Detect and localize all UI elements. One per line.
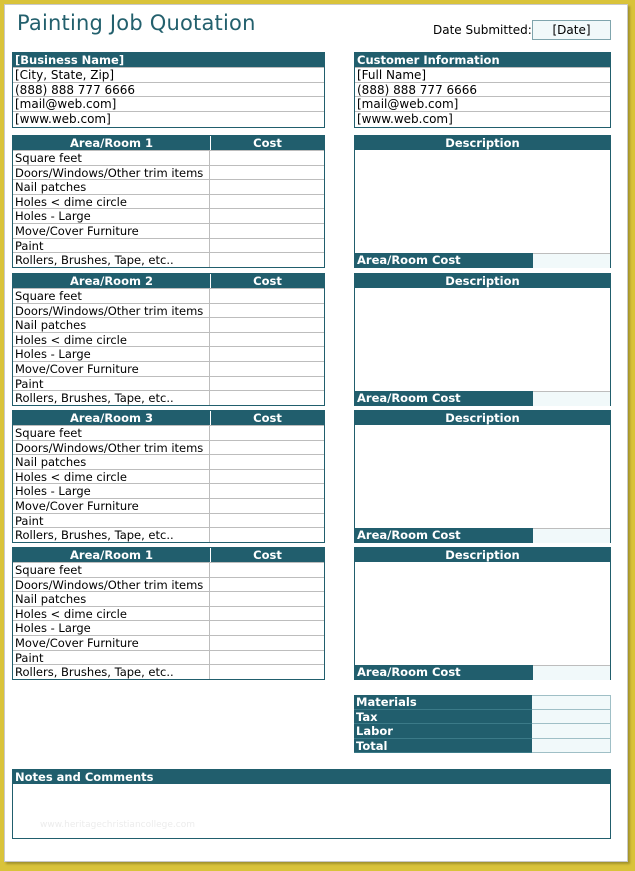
labor-label: Labor [354, 724, 532, 739]
table-row: Holes < dime circle [13, 332, 324, 347]
room-cost-label: Area/Room Cost [355, 391, 533, 406]
cost-cell[interactable] [210, 636, 324, 650]
description-header: Description [355, 548, 610, 562]
table-row: Holes < dime circle [13, 194, 324, 209]
area-title: Area/Room 1 [13, 548, 211, 562]
description-field[interactable] [355, 288, 610, 391]
description-header: Description [355, 136, 610, 150]
table-row: Paint [13, 513, 324, 528]
cost-header: Cost [253, 411, 282, 425]
table-row: Paint [13, 376, 324, 391]
room-cost-label: Area/Room Cost [355, 528, 533, 543]
total-label: Total [354, 739, 532, 754]
table-row: Doors/Windows/Other trim items [13, 165, 324, 180]
customer-website-field[interactable]: [www.web.com] [355, 111, 610, 126]
table-row: Holes < dime circle [13, 469, 324, 484]
description-box-1 [354, 135, 611, 268]
table-row: Holes - Large [13, 208, 324, 223]
customer-name-field[interactable]: [Full Name] [355, 67, 610, 82]
area-room-table-3 [12, 410, 325, 543]
area-title: Area/Room 1 [13, 136, 211, 150]
customer-info-header: Customer Information [355, 53, 610, 67]
table-row: Doors/Windows/Other trim items [13, 577, 324, 592]
cost-header: Cost [253, 548, 282, 562]
room-cost-field[interactable] [533, 528, 610, 543]
area-title: Area/Room 2 [13, 274, 211, 288]
cost-cell[interactable] [210, 253, 324, 267]
labor-field[interactable] [532, 724, 611, 739]
table-row: Move/Cover Furniture [13, 635, 324, 650]
cost-cell[interactable] [210, 514, 324, 528]
table-row: Rollers, Brushes, Tape, etc.. [13, 390, 324, 405]
cost-cell[interactable] [210, 362, 324, 376]
room-cost-field[interactable] [533, 391, 610, 406]
table-row: Holes - Large [13, 620, 324, 635]
cost-cell[interactable] [210, 563, 324, 577]
table-row: Square feet [13, 425, 324, 440]
cost-cell[interactable] [210, 209, 324, 223]
tax-label: Tax [354, 710, 532, 725]
customer-email-field[interactable]: [mail@web.com] [355, 96, 610, 111]
business-city-field[interactable]: [City, State, Zip] [13, 67, 324, 82]
table-row: Square feet [13, 562, 324, 577]
area-room-table-4 [12, 547, 325, 680]
cost-cell[interactable] [210, 578, 324, 592]
date-submitted-label: Date Submitted: [433, 23, 532, 37]
cost-cell[interactable] [210, 318, 324, 332]
cost-cell[interactable] [210, 441, 324, 455]
total-field[interactable] [532, 739, 611, 754]
business-email-field[interactable]: [mail@web.com] [13, 96, 324, 111]
cost-cell[interactable] [210, 151, 324, 165]
cost-cell[interactable] [210, 239, 324, 253]
date-field[interactable]: [Date] [532, 20, 611, 40]
cost-cell[interactable] [210, 426, 324, 440]
cost-cell[interactable] [210, 665, 324, 679]
description-box-2 [354, 273, 611, 406]
table-row: Doors/Windows/Other trim items [13, 303, 324, 318]
table-row: Move/Cover Furniture [13, 223, 324, 238]
cost-cell[interactable] [210, 470, 324, 484]
cost-cell[interactable] [210, 484, 324, 498]
table-row: Rollers, Brushes, Tape, etc.. [13, 664, 324, 679]
area-room-table-1 [12, 135, 325, 268]
business-info [12, 52, 325, 128]
table-row: Square feet [13, 288, 324, 303]
customer-phone-field[interactable]: (888) 888 777 6666 [355, 82, 610, 97]
table-row: Square feet [13, 150, 324, 165]
cost-header: Cost [253, 136, 282, 150]
room-cost-field[interactable] [533, 253, 610, 268]
table-row: Nail patches [13, 179, 324, 194]
cost-cell[interactable] [210, 195, 324, 209]
quotation-sheet [4, 4, 628, 862]
cost-cell[interactable] [210, 224, 324, 238]
description-field[interactable] [355, 150, 610, 253]
table-row: Paint [13, 650, 324, 665]
table-row: Move/Cover Furniture [13, 361, 324, 376]
watermark: www.heritagechristiancollege.com [40, 820, 195, 830]
cost-cell[interactable] [210, 304, 324, 318]
description-field[interactable] [355, 562, 610, 665]
table-row: Paint [13, 238, 324, 253]
description-box-4 [354, 547, 611, 680]
materials-label: Materials [354, 695, 532, 710]
table-row: Holes < dime circle [13, 606, 324, 621]
table-row: Holes - Large [13, 483, 324, 498]
page-title: Painting Job Quotation [17, 11, 256, 35]
cost-cell[interactable] [210, 377, 324, 391]
customer-info [354, 52, 611, 128]
table-row: Rollers, Brushes, Tape, etc.. [13, 527, 324, 542]
table-row: Nail patches [13, 591, 324, 606]
table-row: Rollers, Brushes, Tape, etc.. [13, 252, 324, 267]
table-row: Holes - Large [13, 346, 324, 361]
table-row: Nail patches [13, 454, 324, 469]
cost-cell[interactable] [210, 528, 324, 542]
table-row: Nail patches [13, 317, 324, 332]
cost-cell[interactable] [210, 455, 324, 469]
cost-cell[interactable] [210, 391, 324, 405]
cost-cell[interactable] [210, 621, 324, 635]
description-header: Description [355, 274, 610, 288]
cost-cell[interactable] [210, 333, 324, 347]
cost-cell[interactable] [210, 347, 324, 361]
room-cost-label: Area/Room Cost [355, 665, 533, 680]
business-website-field[interactable]: [www.web.com] [13, 111, 324, 126]
business-name[interactable]: [Business Name] [13, 53, 324, 67]
description-header: Description [355, 411, 610, 425]
room-cost-field[interactable] [533, 665, 610, 680]
notes-header: Notes and Comments [13, 770, 610, 784]
tax-field[interactable] [532, 710, 611, 725]
area-title: Area/Room 3 [13, 411, 211, 425]
cost-cell[interactable] [210, 289, 324, 303]
table-row: Move/Cover Furniture [13, 498, 324, 513]
table-row: Doors/Windows/Other trim items [13, 440, 324, 455]
totals-table [354, 695, 611, 753]
cost-cell[interactable] [210, 607, 324, 621]
materials-field[interactable] [532, 695, 611, 710]
cost-cell[interactable] [210, 499, 324, 513]
description-box-3 [354, 410, 611, 543]
room-cost-label: Area/Room Cost [355, 253, 533, 268]
cost-cell[interactable] [210, 166, 324, 180]
cost-cell[interactable] [210, 651, 324, 665]
cost-cell[interactable] [210, 180, 324, 194]
cost-cell[interactable] [210, 592, 324, 606]
business-phone-field[interactable]: (888) 888 777 6666 [13, 82, 324, 97]
area-room-table-2 [12, 273, 325, 406]
cost-header: Cost [253, 274, 282, 288]
description-field[interactable] [355, 425, 610, 528]
